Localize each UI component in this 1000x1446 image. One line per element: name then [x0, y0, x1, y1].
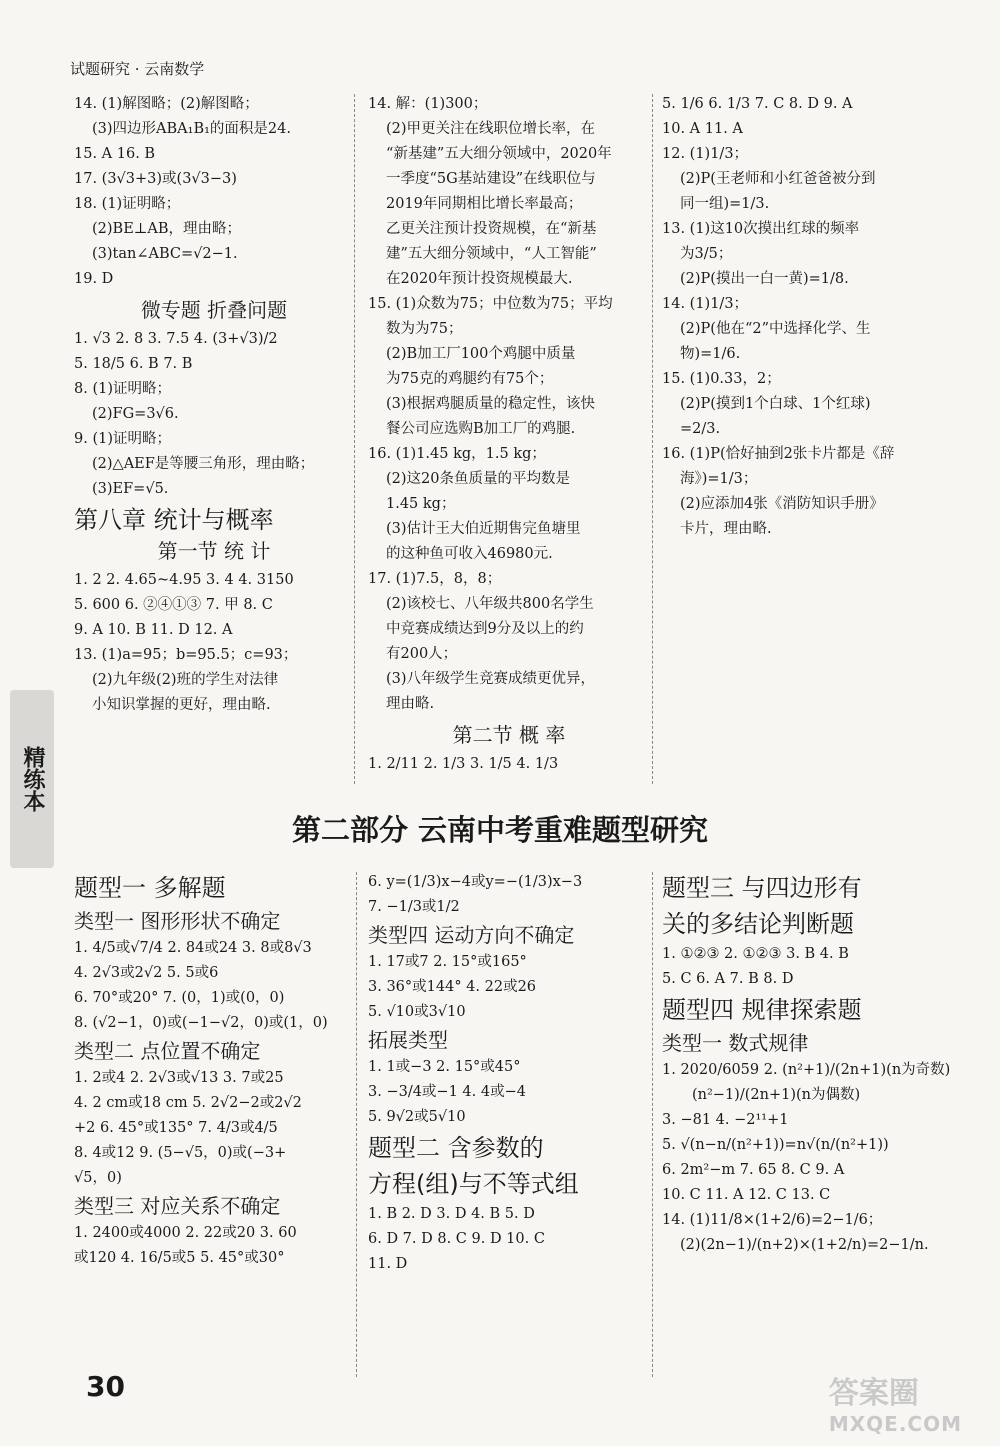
- answer-line: 5. √10或3√10: [368, 1004, 466, 1020]
- answer-line: =2/3.: [680, 421, 721, 437]
- answer-line: 10. C 11. A 12. C 13. C: [662, 1187, 831, 1203]
- column-divider: [652, 872, 653, 1377]
- answer-line: 1. 1或−3 2. 15°或45°: [368, 1059, 521, 1075]
- answer-line: (2)BE⊥AB，理由略；: [92, 221, 242, 237]
- answer-line: 同一组)=1/3.: [680, 196, 770, 212]
- answer-line: 18. (1)证明略；: [74, 196, 181, 212]
- answer-line: 1. 2020/6059 2. (n²+1)/(2n+1)(n为奇数): [662, 1062, 951, 1078]
- section-heading: 类型一 数式规律: [662, 1031, 809, 1055]
- answer-line: (3)EF=√5.: [92, 481, 169, 497]
- answer-line: 14. (1)1/3；: [662, 296, 749, 312]
- answer-line: √5，0): [74, 1170, 122, 1186]
- section-heading: 类型二 点位置不确定: [74, 1039, 261, 1063]
- section-heading: 题型一 多解题: [74, 874, 226, 902]
- answer-line: 为75克的鸡腿约有75个；: [386, 371, 554, 387]
- answer-line: +2 6. 45°或135° 7. 4/3或4/5: [74, 1120, 278, 1136]
- section-heading: 题型三 与四边形有: [662, 874, 862, 902]
- column-divider: [354, 94, 355, 784]
- answer-line: 建”五大细分领域中，“人工智能”: [386, 246, 597, 262]
- answer-line: 6. 70°或20° 7. (0，1)或(0，0): [74, 990, 285, 1006]
- answer-line: 物)=1/6.: [680, 346, 741, 362]
- answer-line: 10. A 11. A: [662, 121, 743, 137]
- section-heading: 第二节 概 率: [452, 723, 566, 747]
- section-heading: 类型一 图形形状不确定: [74, 909, 281, 933]
- answer-line: 14. (1)解图略；(2)解图略；: [74, 96, 259, 112]
- answer-line: 1. 17或7 2. 15°或165°: [368, 954, 527, 970]
- answer-column-6: [662, 870, 951, 1258]
- answer-line: (2)P(摸到1个白球、1个红球): [680, 396, 871, 412]
- answer-column-1: [74, 92, 354, 718]
- section-heading: 类型三 对应关系不确定: [74, 1194, 281, 1218]
- answer-line: (2)九年级(2)班的学生对法律: [92, 672, 279, 688]
- answer-line: (2)(2n−1)/(n+2)×(1+2/n)=2−1/n.: [680, 1237, 929, 1253]
- answer-line: 19. D: [74, 271, 114, 287]
- answer-line: 5. C 6. A 7. B 8. D: [662, 971, 794, 987]
- answer-line: 5. 18/5 6. B 7. B: [74, 356, 193, 372]
- answer-line: (3)tan∠ABC=√2−1.: [92, 246, 238, 262]
- answer-line: 15. A 16. B: [74, 146, 156, 162]
- section-heading: 题型四 规律探索题: [662, 996, 862, 1024]
- answer-line: (3)八年级学生竞赛成绩更优异，: [386, 671, 596, 687]
- answer-line: 或120 4. 16/5或5 5. 45°或30°: [74, 1250, 285, 1266]
- answer-line: 15. (1)众数为75；中位数为75；平均: [368, 296, 613, 312]
- answer-line: 16. (1)1.45 kg，1.5 kg；: [368, 446, 546, 462]
- answer-line: 14. (1)11/8×(1+2/6)=2−1/6；: [662, 1212, 883, 1228]
- answer-line: 1. 2400或4000 2. 22或20 3. 60: [74, 1225, 297, 1241]
- section-heading: 第八章 统计与概率: [74, 506, 274, 534]
- answer-line: 3. −81 4. −2¹¹+1: [662, 1112, 789, 1128]
- answer-line: 7. −1/3或1/2: [368, 899, 460, 915]
- answer-line: 小知识掌握的更好，理由略.: [92, 697, 271, 713]
- part-title: 第二部分 云南中考重难题型研究: [291, 813, 709, 847]
- watermark-bottom: MXQE.COM: [828, 1412, 962, 1436]
- answer-line: 4. 2 cm或18 cm 5. 2√2−2或2√2: [74, 1095, 302, 1111]
- page-header: 试题研究 · 云南数学: [70, 60, 205, 78]
- answer-line: 2019年同期相比增长率最高；: [386, 196, 583, 212]
- answer-line: (3)估计王大伯近期售完鱼塘里: [386, 521, 581, 537]
- answer-line: 1.45 kg；: [386, 496, 456, 512]
- answer-line: (2)这20条鱼质量的平均数是: [386, 471, 570, 487]
- section-heading: 拓展类型: [368, 1028, 448, 1052]
- answer-line: (n²−1)/(2n+1)(n为偶数): [692, 1087, 861, 1103]
- answer-line: (2)P(摸出一白一黄)=1/8.: [680, 271, 849, 287]
- answer-column-4: [74, 870, 356, 1271]
- answer-line: 有200人；: [386, 646, 458, 662]
- side-tab-label: 精练本: [10, 690, 54, 868]
- answer-line: 3. 36°或144° 4. 22或26: [368, 979, 537, 995]
- answer-line: (3)根据鸡腿质量的稳定性，该快: [386, 396, 596, 412]
- column-divider: [652, 94, 653, 784]
- column-divider: [356, 872, 357, 1377]
- answer-line: 8. (√2−1，0)或(−1−√2，0)或(1，0): [74, 1015, 328, 1031]
- answer-line: (2)甲更关注在线职位增长率，在: [386, 121, 596, 137]
- answer-line: 17. (3√3+3)或(3√3−3): [74, 171, 237, 187]
- answer-line: 1. 2 2. 4.65~4.95 3. 4 4. 3150: [74, 572, 294, 588]
- answer-line: 1. ①②③ 2. ①②③ 3. B 4. B: [662, 946, 849, 962]
- answer-line: 6. 2m²−m 7. 65 8. C 9. A: [662, 1162, 845, 1178]
- answer-line: 13. (1)这10次摸出红球的频率: [662, 221, 860, 237]
- answer-line: 1. √3 2. 8 3. 7.5 4. (3+√3)/2: [74, 331, 278, 347]
- answer-line: 5. 1/6 6. 1/3 7. C 8. D 9. A: [662, 96, 853, 112]
- answer-line: 1. B 2. D 3. D 4. B 5. D: [368, 1206, 535, 1222]
- answer-line: 为3/5；: [680, 246, 733, 262]
- answer-line: (2)应添加4张《消防知识手册》: [680, 496, 884, 512]
- answer-line: 17. (1)7.5，8，8；: [368, 571, 502, 587]
- answer-line: 卡片，理由略.: [680, 521, 772, 537]
- watermark-top: 答案圈: [828, 1376, 919, 1411]
- answer-line: 乙更关注预计投资规模，在“新基: [386, 221, 597, 237]
- answer-line: (2)P(王老师和小红爸爸被分到: [680, 171, 876, 187]
- answer-line: 4. 2√3或2√2 5. 5或6: [74, 965, 219, 981]
- answer-line: (2)P(他在“2”中选择化学、生: [680, 321, 871, 337]
- answer-column-3: [662, 92, 942, 542]
- answer-line: 3. −3/4或−1 4. 4或−4: [368, 1084, 526, 1100]
- section-heading: 关的多结论判断题: [662, 910, 854, 938]
- answer-line: 6. D 7. D 8. C 9. D 10. C: [368, 1231, 545, 1247]
- answer-line: (2)该校七、八年级共800名学生: [386, 596, 594, 612]
- answer-line: 一季度“5G基站建设”在线职位与: [386, 171, 596, 187]
- answer-line: 在2020年预计投资规模最大.: [386, 271, 573, 287]
- answer-line: 中竞赛成绩达到9分及以上的约: [386, 621, 584, 637]
- answer-line: 理由略.: [386, 696, 435, 712]
- answer-line: 1. 4/5或√7/4 2. 84或24 3. 8或8√3: [74, 940, 312, 956]
- answer-line: 9. A 10. B 11. D 12. A: [74, 622, 233, 638]
- answer-line: 8. 4或12 9. (5−√5，0)或(−3+: [74, 1145, 287, 1161]
- answer-line: 海》)=1/3；: [680, 471, 758, 487]
- answer-line: 11. D: [368, 1256, 408, 1272]
- answer-line: 9. (1)证明略；: [74, 431, 171, 447]
- section-heading: 微专题 折叠问题: [140, 298, 288, 322]
- answer-line: 数为为75；: [386, 321, 463, 337]
- answer-line: 5. 600 6. ②④①③ 7. 甲 8. C: [74, 597, 273, 613]
- answer-line: 16. (1)P(恰好抽到2张卡片都是《辞: [662, 446, 895, 462]
- answer-line: (2)FG=3√6.: [92, 406, 179, 422]
- answer-line: 餐公司应选购B加工厂的鸡腿.: [386, 421, 576, 437]
- section-heading: 题型二 含参数的: [368, 1134, 544, 1162]
- answer-line: 的这种鱼可收入46980元.: [386, 546, 553, 562]
- answer-line: 15. (1)0.33，2；: [662, 371, 781, 387]
- answer-line: 1. 2/11 2. 1/3 3. 1/5 4. 1/3: [368, 756, 559, 772]
- answer-line: 5. √(n−n/(n²+1))=n√(n/(n²+1)): [662, 1137, 889, 1153]
- section-heading: 类型四 运动方向不确定: [368, 923, 575, 947]
- section-heading: 方程(组)与不等式组: [368, 1170, 579, 1198]
- answer-line: 13. (1)a=95；b=95.5；c=93；: [74, 647, 298, 663]
- answer-line: 8. (1)证明略；: [74, 381, 171, 397]
- answer-line: (3)四边形ABA₁B₁的面积是24.: [92, 121, 291, 137]
- answer-line: (2)△AEF是等腰三角形，理由略；: [92, 456, 315, 472]
- answer-column-2: [368, 92, 650, 777]
- answer-line: 12. (1)1/3；: [662, 146, 749, 162]
- answer-line: 1. 2或4 2. 2√3或√13 3. 7或25: [74, 1070, 284, 1086]
- page-number: 30: [86, 1370, 125, 1403]
- watermark: [829, 1368, 962, 1436]
- section-heading: 第一节 统 计: [157, 539, 271, 563]
- answer-line: 5. 9√2或5√10: [368, 1109, 466, 1125]
- answer-line: 14. 解：(1)300；: [368, 96, 488, 112]
- answer-line: 6. y=(1/3)x−4或y=−(1/3)x−3: [368, 874, 583, 890]
- answer-line: “新基建”五大细分领域中，2020年: [386, 146, 612, 162]
- answer-line: (2)B加工厂100个鸡腿中质量: [386, 346, 576, 362]
- answer-column-5: [368, 870, 650, 1277]
